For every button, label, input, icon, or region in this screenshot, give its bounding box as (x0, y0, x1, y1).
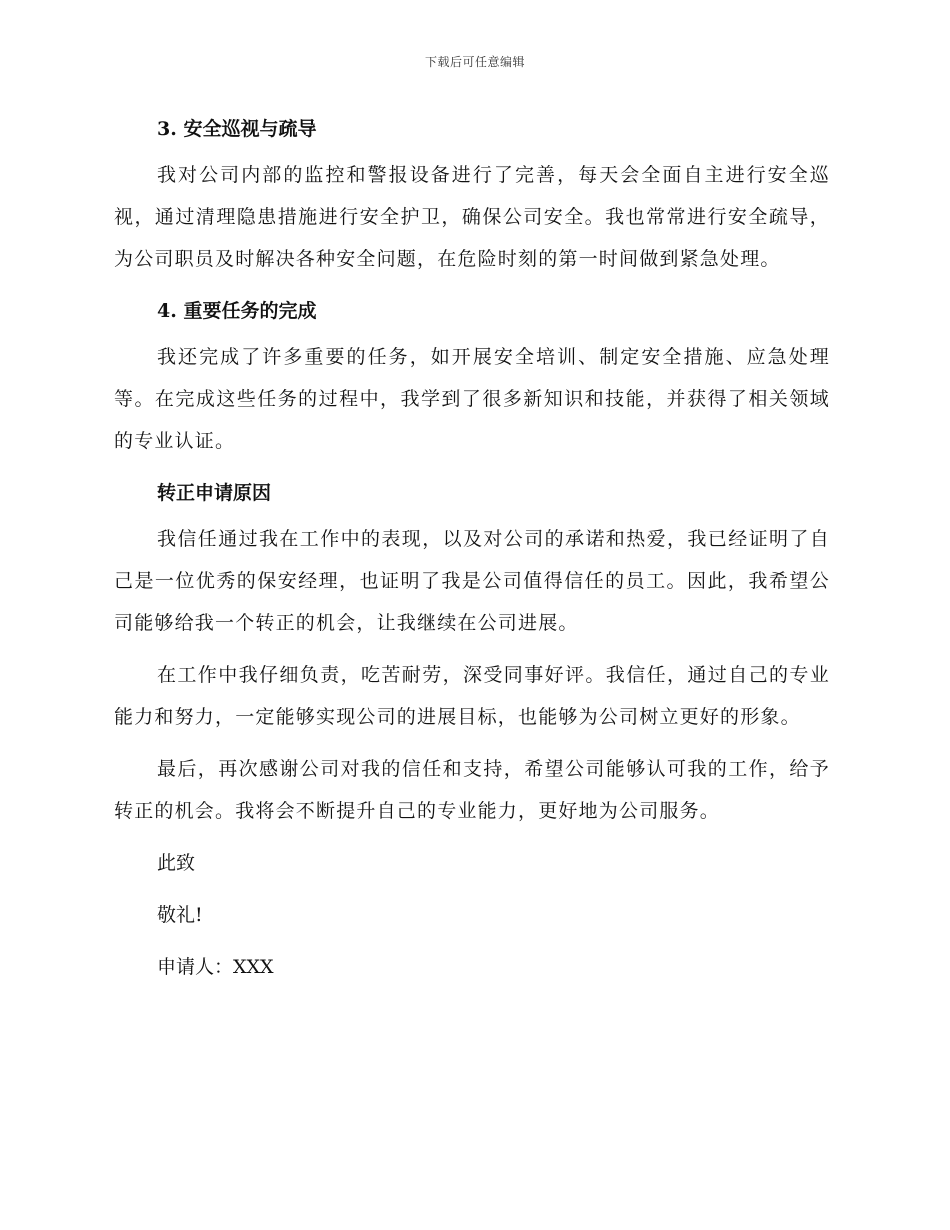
paragraph-safety-patrol: 我对公司内部的监控和警报设备进行了完善，每天会全面自主进行安全巡视，通过清理隐患措施进行安全护卫，确保公司安全。我也常常进行安全疏导，为公司职员及时解决各种安全问题，在危险时刻的第一时间做到紧急处理。 (114, 164, 830, 270)
paragraph-reason-1: 我信任通过我在工作中的表现，以及对公司的承诺和热爱，我已经证明了自己是一位优秀的保安经理，也证明了我是公司值得信任的员工。因此，我希望公司能够给我一个转正的机会，让我继续在公司进展。 (114, 528, 830, 634)
closing-regards: 敬礼! (157, 904, 203, 926)
document-body (114, 108, 830, 998)
page-header: 下载后可任意编辑 (424, 55, 525, 69)
section-heading-application-reason: 转正申请原因 (157, 482, 272, 504)
paragraph-reason-3: 最后，再次感谢公司对我的信任和支持，希望公司能够认可我的工作，给予转正的机会。我将会不断提升自己的专业能力，更好地为公司服务。 (114, 758, 830, 822)
closing-salutation: 此致 (157, 852, 196, 874)
section-heading-important-tasks: 4. 重要任务的完成 (157, 300, 317, 322)
paragraph-reason-2: 在工作中我仔细负责，吃苦耐劳，深受同事好评。我信任，通过自己的专业能力和努力，一定能够实现公司的进展目标，也能够为公司树立更好的形象。 (114, 664, 830, 728)
applicant-signature: 申请人：XXX (157, 956, 274, 978)
section-heading-safety-patrol: 3. 安全巡视与疏导 (157, 118, 317, 140)
paragraph-important-tasks: 我还完成了许多重要的任务，如开展安全培训、制定安全措施、应急处理等。在完成这些任务的过程中，我学到了很多新知识和技能，并获得了相关领域的专业认证。 (114, 346, 830, 452)
